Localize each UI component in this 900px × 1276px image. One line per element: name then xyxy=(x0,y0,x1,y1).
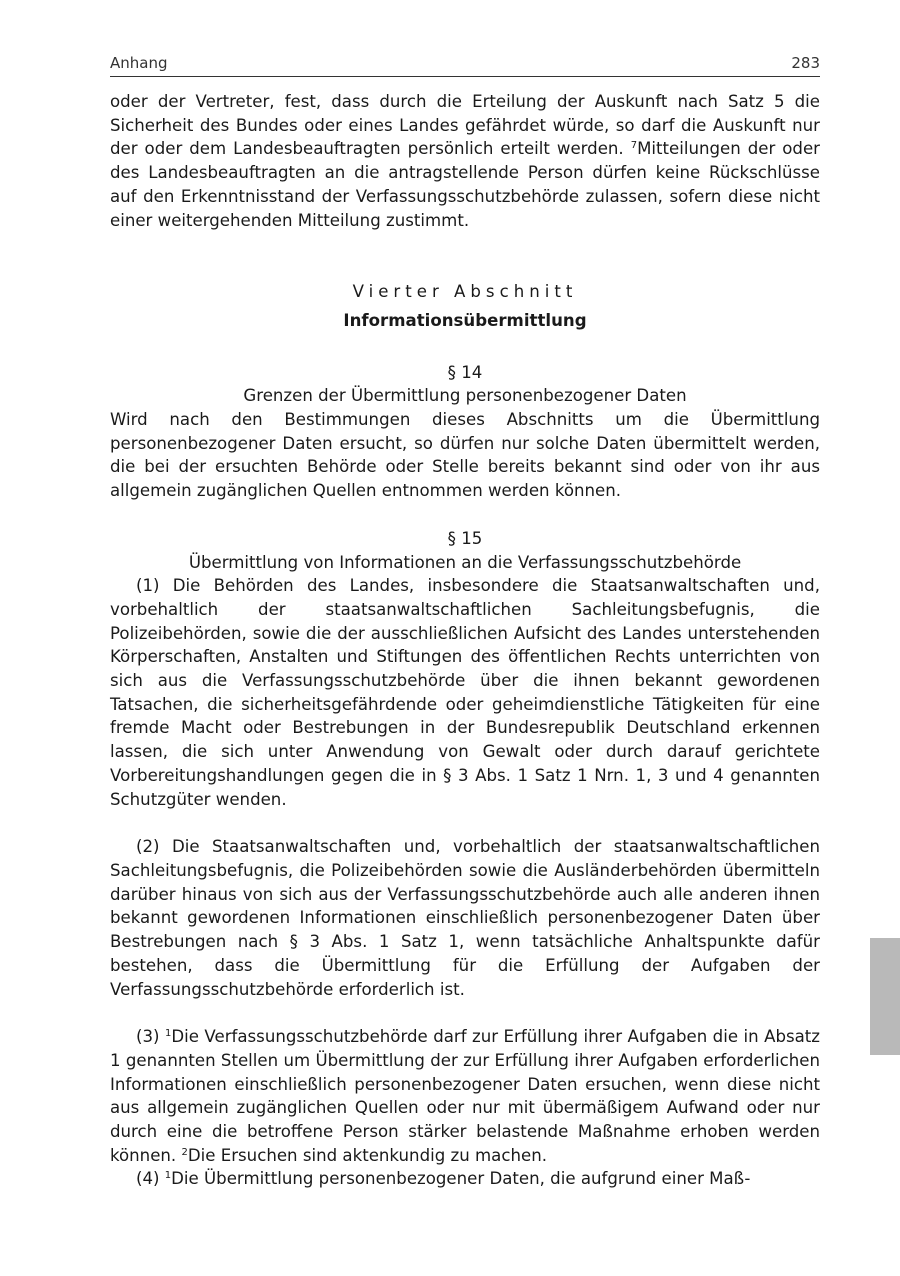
page-body xyxy=(110,90,820,1191)
page-number: 283 xyxy=(791,54,820,72)
chapter-title: Informationsübermittlung xyxy=(343,310,587,330)
header-section: Anhang xyxy=(110,54,168,72)
running-header xyxy=(110,52,820,77)
section-14-text: Wird nach den Bestimmungen dieses Abschnitts um die Übermittlung personenbezogener Daten ersucht, so dürfen nur solche Daten übermittelt werden, die bei der ersuchten Behörde oder Stelle bereits bekannt sind oder von ihr aus allgemein zugänglichen Quellen entnommen werden können. xyxy=(110,410,820,501)
section-15-paragraph-2: (2) Die Staatsanwaltschaften und, vorbehaltlich der staatsanwaltschaftlichen Sachleitungsbefugnis, die Polizeibehörden sowie die Ausländerbehörden übermitteln darüber hinaus von sich aus der Verfassungsschutzbehörde auch alle anderen ihnen bekannt gewordenen Informationen einschließlich personenbezogener Daten über Bestrebungen nach § 3 Abs. 1 Satz 1, wenn tatsächliche Anhaltspunkte dafür bestehen, dass die Übermittlung für die Erfüllung der Aufgaben der Verfassungsschutzbehörde erforderlich ist. xyxy=(110,837,820,999)
thumb-index-tab xyxy=(870,938,900,1055)
section-15-paragraph-1: (1) Die Behörden des Landes, insbesondere die Staatsanwaltschaften und, vorbehaltlich der staatsanwaltschaftlichen Sachleitungsbefugnis, die Polizeibehörden, sowie die der ausschließlichen Aufsicht des Landes unterstehenden Körperschaften, Anstalten und Stiftungen des öffentlichen Rechts unterrichten von sich aus die Verfassungsschutzbehörde über die ihnen bekannt gewordenen Tatsachen, die sicherheitsgefährdende oder geheimdienstliche Tätigkeiten für eine fremde Macht oder Bestrebungen in der Bundesrepublik Deutschland erkennen lassen, die sich unter Anwendung von Gewalt oder durch darauf gerichtete Vorbereitungshandlungen gegen die in § 3 Abs. 1 Satz 1 Nrn. 1, 3 und 4 genannten Schutzgüter wenden. xyxy=(110,576,820,809)
section-15-number: § 15 xyxy=(447,528,483,548)
sentence-number: 2 xyxy=(181,1146,188,1158)
section-15-paragraph-4: (4) $^1$Die Übermittlung personenbezogener Daten, die aufgrund einer Maß- xyxy=(136,1169,751,1189)
sentence-number: 1 xyxy=(164,1028,172,1040)
paragraph-intro: oder der Vertreter, fest, dass durch die Erteilung der Auskunft nach Satz 5 die Sicherheit des Bundes oder eines Landes gefährdet würde, so darf die Auskunft nur der oder dem Landesbeauftragten persönlich erteilt werden. $^7$Mitteilungen der oder des Landesbeauftragten an die antragstellende Person dürfen keine Rückschlüsse auf den Erkenntnisstand der Verfassungsschutzbehörde zulassen, sofern diese nicht einer weitergehenden Mitteilung zustimmt. xyxy=(110,92,820,230)
section-14-number: § 14 xyxy=(447,362,483,382)
section-15-title: Übermittlung von Informationen an die Verfassungsschutzbehörde xyxy=(188,552,742,572)
chapter-label: Vierter Abschnitt xyxy=(352,282,578,302)
sentence-number: 7 xyxy=(630,140,638,152)
section-14-title: Grenzen der Übermittlung personenbezogener Daten xyxy=(243,386,687,406)
sentence-number: 1 xyxy=(164,1170,172,1182)
section-15-paragraph-3: (3) $^1$Die Verfassungsschutzbehörde darf zur Erfüllung ihrer Aufgaben die in Absatz 1 genannten Stellen um Übermittlung der zur Erfüllung ihrer Aufgaben erforderlichen Informationen einschließlich personenbezogener Daten ersuchen, wenn diese nicht aus allgemein zugänglichen Quellen oder nur mit übermäßigem Aufwand oder nur durch eine die betroffene Person stärker belastende Maßnahme erhoben werden können. $^2$Die Ersuchen sind aktenkundig zu machen. xyxy=(110,1027,821,1165)
